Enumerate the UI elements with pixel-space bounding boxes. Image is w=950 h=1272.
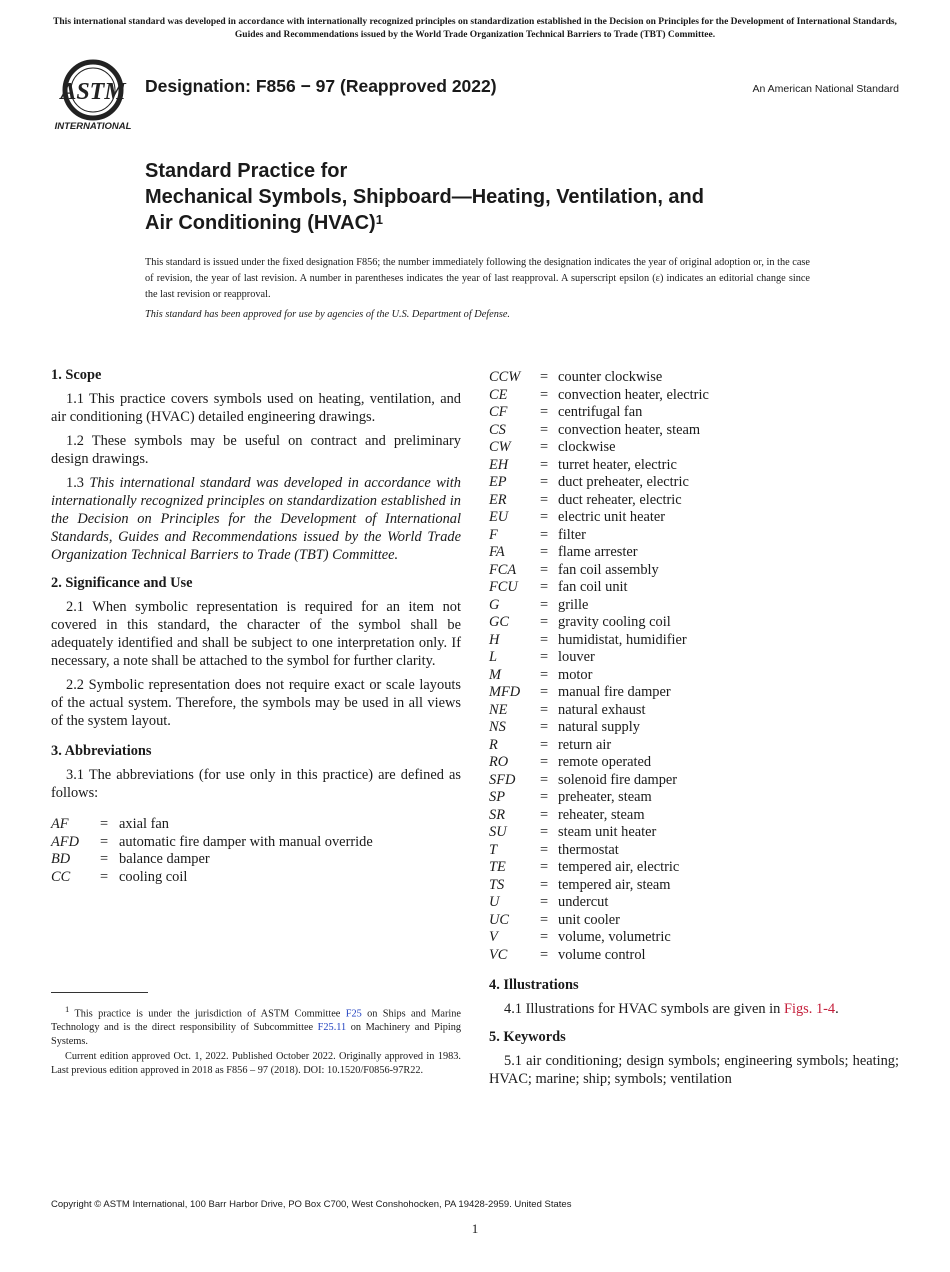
abbreviation-list-right	[489, 369, 899, 964]
astm-logo-icon	[52, 57, 134, 133]
abbreviation-definition: fan coil unit	[558, 579, 628, 595]
abbreviation-row	[489, 369, 899, 387]
abbreviation-code: EP	[489, 474, 507, 490]
logo-text: ASTM	[60, 79, 126, 105]
abbreviation-code: L	[489, 649, 498, 665]
designation: Designation: F856 − 97 (Reapproved 2022)	[145, 76, 497, 96]
abbreviation-row	[489, 457, 899, 475]
abbreviation-row	[489, 772, 899, 790]
equals-sign: =	[540, 684, 549, 700]
abbreviation-code: FCA	[489, 561, 517, 578]
abbreviation-row	[489, 824, 899, 842]
title-line-2: Mechanical Symbols, Shipboard—Heating, Ventilation, and	[145, 186, 704, 208]
abbreviation-row	[489, 387, 899, 405]
abbreviation-code: F	[489, 526, 498, 543]
abbreviation-row	[489, 807, 899, 825]
abbreviation-definition: convection heater, electric	[558, 386, 709, 403]
link-f25-11[interactable]: F25.11	[317, 1022, 347, 1034]
section-heading-keywords: 5. Keywords	[489, 1029, 566, 1045]
equals-sign: =	[540, 421, 549, 438]
para-1-3: 1.3 This international standard was developed in accordance with internationally recognized principles on standardization established in the Decision on Principles for the Development of International Standards, Guides and Recommendations issued by the World Trade Organization Technical Barriers to Trade (TBT) Committee.	[51, 475, 461, 563]
abbreviation-code: U	[489, 894, 500, 910]
equals-sign: =	[540, 666, 549, 683]
abbreviation-definition: grille	[558, 596, 589, 613]
abbreviation-code: TS	[489, 876, 505, 893]
abbreviation-row	[489, 912, 899, 930]
equals-sign: =	[100, 851, 109, 867]
abbreviation-row	[489, 737, 899, 755]
abbreviation-definition: clockwise	[558, 439, 616, 455]
page-number: 1	[471, 1221, 479, 1236]
abbreviation-code: SU	[489, 824, 507, 840]
abbreviation-row	[489, 859, 899, 877]
logo-subtext: INTERNATIONAL	[54, 121, 132, 132]
abbreviation-row	[489, 789, 899, 807]
abbreviation-row	[489, 632, 899, 650]
abbreviation-code: CW	[489, 439, 511, 455]
abbreviation-row	[489, 492, 899, 510]
abbreviation-definition: electric unit heater	[558, 509, 666, 525]
abbreviation-definition: remote operated	[558, 754, 652, 770]
equals-sign: =	[540, 841, 549, 858]
equals-sign: =	[540, 771, 549, 788]
abbreviation-definition: solenoid fire damper	[558, 771, 678, 788]
section-heading-significance: 2. Significance and Use	[51, 575, 193, 591]
abbreviation-code: T	[489, 841, 498, 858]
abbreviation-row	[489, 754, 899, 772]
dod-note: This standard has been approved for use by agencies of the U.S. Department of Defense.	[145, 309, 511, 320]
abbreviation-row	[489, 597, 899, 615]
abbreviation-code: TE	[489, 859, 506, 875]
section-heading-abbreviations: 3. Abbreviations	[51, 743, 152, 759]
abbreviation-row	[489, 474, 899, 492]
equals-sign: =	[540, 859, 549, 875]
abbreviation-row	[489, 719, 899, 737]
abbreviation-code: AF	[51, 816, 69, 832]
american-national-standard: An American National Standard	[752, 83, 899, 95]
equals-sign: =	[540, 754, 549, 770]
abbreviation-row	[489, 684, 899, 702]
equals-sign: =	[540, 946, 549, 963]
equals-sign: =	[540, 456, 549, 473]
abbreviation-row	[489, 842, 899, 860]
right-column	[489, 369, 899, 1094]
copyright: Copyright © ASTM International, 100 Barr Harbor Drive, PO Box C700, West Conshohocken, PA 19428-2959. United States	[51, 1199, 572, 1210]
equals-sign: =	[100, 833, 109, 850]
abbreviation-code: CF	[489, 404, 508, 420]
equals-sign: =	[100, 816, 109, 832]
abbreviation-row	[51, 816, 461, 834]
abbreviation-definition: motor	[558, 666, 593, 683]
abbreviation-row	[489, 614, 899, 632]
section-heading-scope: 1. Scope	[51, 367, 102, 383]
abbreviation-code: EU	[489, 509, 509, 525]
equals-sign: =	[540, 719, 549, 735]
abbreviation-row	[489, 562, 899, 580]
abbreviation-definition: volume, volumetric	[558, 929, 671, 945]
abbreviation-definition: unit cooler	[558, 911, 620, 928]
abbreviation-row	[51, 834, 461, 852]
abbreviation-list-left	[51, 816, 461, 886]
equals-sign: =	[540, 824, 549, 840]
issue-note: This standard is issued under the fixed designation F856; the number immediately following the designation indicates the year of original adoption or, in the case of revision, the year of last revision. A number in parentheses indicates the year of last reapproval. A superscript epsilon (ε) indicates an editorial change since the last revision or reapproval.	[145, 257, 810, 300]
equals-sign: =	[540, 614, 549, 630]
abbreviation-definition: gravity cooling coil	[558, 614, 671, 630]
footnotes	[51, 1003, 461, 1079]
abbreviation-code: R	[489, 736, 498, 753]
equals-sign: =	[540, 561, 549, 578]
section-heading-illustrations: 4. Illustrations	[489, 977, 579, 993]
equals-sign: =	[100, 868, 109, 885]
abbreviation-definition: flame arrester	[558, 544, 638, 560]
abbreviation-code: EH	[489, 456, 509, 473]
edition-note: Current edition approved Oct. 1, 2022. Published October 2022. Originally approved in 1983. Last previous edition approved in 2018 as F856 – 97 (2018). DOI: 10.1520/F0856-97R22.	[51, 1051, 461, 1076]
abbreviation-row	[489, 894, 899, 912]
abbreviation-code: FA	[489, 544, 505, 560]
equals-sign: =	[540, 911, 549, 928]
equals-sign: =	[540, 701, 549, 718]
equals-sign: =	[540, 806, 549, 823]
equals-sign: =	[540, 929, 549, 945]
abbreviation-row	[489, 544, 899, 562]
abbreviation-row	[489, 579, 899, 597]
abbreviation-code: CCW	[489, 369, 521, 385]
astm-logo	[52, 57, 134, 133]
abbreviation-row	[489, 947, 899, 965]
abbreviation-definition: centrifugal fan	[558, 404, 643, 420]
abbreviation-definition: tempered air, steam	[558, 876, 671, 893]
equals-sign: =	[540, 544, 549, 560]
abbreviation-definition: volume control	[558, 946, 646, 963]
abbreviation-definition: convection heater, steam	[558, 421, 701, 438]
abbreviation-row	[51, 851, 461, 869]
abbreviation-code: ER	[489, 491, 507, 508]
abbreviation-row	[489, 667, 899, 685]
abbreviation-definition: louver	[558, 649, 595, 665]
title-line-1: Standard Practice for	[145, 160, 348, 182]
equals-sign: =	[540, 876, 549, 893]
abbreviation-row	[489, 527, 899, 545]
abbreviation-row	[489, 702, 899, 720]
abbreviation-definition: manual fire damper	[558, 684, 671, 700]
abbreviation-definition: natural exhaust	[558, 701, 646, 718]
equals-sign: =	[540, 596, 549, 613]
abbreviation-definition: natural supply	[558, 719, 640, 735]
abbreviation-definition: tempered air, electric	[558, 859, 680, 875]
abbreviation-row	[489, 649, 899, 667]
abbreviation-code: SFD	[489, 771, 516, 788]
equals-sign: =	[540, 439, 549, 455]
abbreviation-definition: humidistat, humidifier	[558, 631, 687, 648]
abbreviation-code: G	[489, 596, 500, 613]
abbreviation-definition: steam unit heater	[558, 824, 657, 840]
equals-sign: =	[540, 736, 549, 753]
abbreviation-definition: fan coil assembly	[558, 561, 659, 578]
footnote-1: $^1$ This practice is under the jurisdiction of ASTM Committee F25 on Ships and Marine Technology and is the direct responsibility of Subcommittee F25.11 on Machinery and Piping Systems.	[51, 1004, 462, 1047]
left-column	[51, 366, 461, 886]
abbreviation-definition: axial fan	[119, 816, 169, 832]
abbreviation-code: CS	[489, 421, 506, 438]
abbreviation-definition: automatic fire damper with manual override	[119, 833, 373, 850]
abbreviation-code: CE	[489, 386, 508, 403]
abbreviation-code: SR	[489, 806, 505, 823]
para-3-1: 3.1 The abbreviations (for use only in this practice) are defined as follows:	[51, 767, 461, 801]
para-2-1: 2.1 When symbolic representation is required for an item not covered in this standard, the character of the symbol shall be adequately identified and shall be subject to one interpretation only. If necessary, a note shall be attached to the symbol for further clarity.	[51, 599, 461, 669]
para-1-2: 1.2 These symbols may be useful on contract and preliminary design drawings.	[51, 433, 461, 467]
abbreviation-definition: turret heater, electric	[558, 456, 677, 473]
abbreviation-code: RO	[489, 754, 509, 770]
page-title	[145, 158, 704, 236]
abbreviation-definition: return air	[558, 736, 612, 753]
abbreviation-row	[51, 869, 461, 887]
equals-sign: =	[540, 894, 549, 910]
equals-sign: =	[540, 474, 549, 490]
top-notice: This international standard was developed in accordance with internationally recognized principles on standardization established in the Decision on Principles for the Development of International Standards, Guides and Recommendations issued by the World Trade Organization Technical Barriers to Trade (TBT) Committee.	[53, 17, 897, 40]
equals-sign: =	[540, 369, 549, 385]
abbreviation-definition: reheater, steam	[558, 806, 645, 823]
para-2-2: 2.2 Symbolic representation does not require exact or scale layouts of the actual system. Therefore, the symbols may be used in all views of the system layout.	[51, 677, 461, 729]
equals-sign: =	[540, 491, 549, 508]
abbreviation-code: M	[489, 666, 501, 683]
equals-sign: =	[540, 649, 549, 665]
footnote-rule	[51, 992, 148, 993]
abbreviation-code: SP	[489, 789, 505, 805]
link-f25[interactable]: F25	[345, 1008, 362, 1020]
equals-sign: =	[540, 579, 549, 595]
abbreviation-code: MFD	[489, 684, 521, 700]
para-5-1: 5.1 air conditioning; design symbols; engineering symbols; heating; HVAC; marine; ship; symbols; ventilation	[489, 1053, 899, 1087]
abbreviation-definition: balance damper	[119, 851, 210, 867]
equals-sign: =	[540, 789, 549, 805]
abbreviation-row	[489, 422, 899, 440]
title-line-3: Air Conditioning (HVAC)$^1$	[145, 212, 383, 234]
equals-sign: =	[540, 631, 549, 648]
abbreviation-row	[489, 509, 899, 527]
abbreviation-definition: duct preheater, electric	[558, 474, 689, 490]
equals-sign: =	[540, 386, 549, 403]
abbreviation-code: V	[489, 929, 498, 945]
para-4-1: 4.1 Illustrations for HVAC symbols are given in Figs. 1-4.	[504, 1001, 839, 1017]
abbreviation-code: FCU	[489, 579, 518, 595]
abbreviation-code: AFD	[51, 833, 79, 850]
abbreviation-row	[489, 404, 899, 422]
abbreviation-row	[489, 877, 899, 895]
abbreviation-code: GC	[489, 614, 509, 630]
abbreviation-code: VC	[489, 946, 508, 963]
abbreviation-row	[489, 929, 899, 947]
abbreviation-code: BD	[51, 851, 71, 867]
abbreviation-definition: preheater, steam	[558, 789, 652, 805]
equals-sign: =	[540, 404, 549, 420]
abbreviation-definition: duct reheater, electric	[558, 491, 682, 508]
title-footnote-mark[interactable]: 1	[375, 212, 383, 227]
abbreviation-definition: counter clockwise	[558, 369, 663, 385]
para-1-1: 1.1 This practice covers symbols used on heating, ventilation, and air conditioning (HVAC) detailed engineering drawings.	[51, 391, 461, 425]
abbreviation-code: H	[489, 631, 500, 648]
abbreviation-code: NS	[489, 719, 506, 735]
abbreviation-definition: filter	[558, 526, 586, 543]
equals-sign: =	[540, 509, 549, 525]
abbreviation-definition: undercut	[558, 894, 609, 910]
abbreviation-code: UC	[489, 911, 509, 928]
abbreviation-definition: cooling coil	[119, 868, 188, 885]
abbreviation-code: CC	[51, 868, 71, 885]
equals-sign: =	[540, 526, 549, 543]
abbreviation-definition: thermostat	[558, 841, 619, 858]
abbreviation-row	[489, 439, 899, 457]
figs-link[interactable]: Figs. 1-4	[783, 1001, 836, 1017]
abbreviation-code: NE	[489, 701, 508, 718]
